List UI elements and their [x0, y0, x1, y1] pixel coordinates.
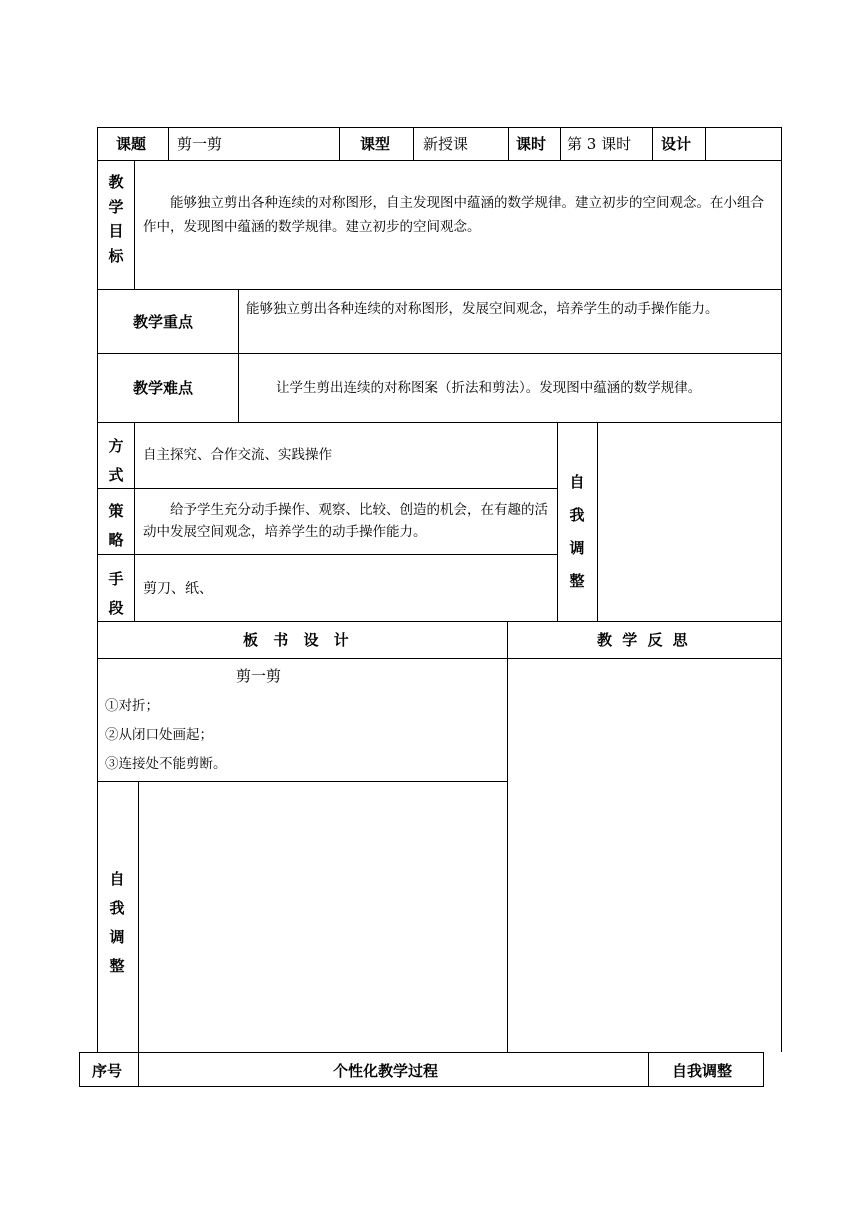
strategy-text: 给予学生充分动手操作、观察、比较、创造的机会，在有趣的活动中发展空间观念，培养学生的动手操作能力。 — [143, 502, 548, 540]
objectives-label: 教 学 目 标 — [108, 173, 124, 265]
methods-self-adjust-label: 自 我 调 整 — [569, 473, 585, 590]
lesson-title-label: 课题 — [116, 135, 147, 153]
method-label: 方 式 — [108, 437, 124, 484]
means-text: 剪刀、纸、 — [143, 581, 213, 597]
lesson-type-value: 新授课 — [423, 135, 469, 153]
process-adjust-label: 自我调整 — [672, 1062, 733, 1080]
lesson-title-value: 剪一剪 — [177, 135, 223, 153]
process-title: 个性化教学过程 — [333, 1062, 439, 1080]
board-step-1: ①对折； — [105, 698, 159, 714]
reflection-header: 教 学 反 思 — [597, 631, 688, 649]
strategy-label: 策 略 — [108, 502, 124, 549]
board-header: 板 书 设 计 — [243, 631, 349, 649]
board-step-3: ③连接处不能剪断。 — [105, 756, 227, 772]
period-value: 第 3 课时 — [567, 135, 632, 153]
key-points-text: 能够独立剪出各种连续的对称图形，发展空间观念，培养学生的动手操作能力。 — [246, 301, 719, 317]
process-number-label: 序号 — [92, 1062, 123, 1080]
difficulties-text: 让学生剪出连续的对称图案（折法和剪法）。发现图中蕴涵的数学规律。 — [276, 380, 702, 396]
design-label: 设计 — [661, 135, 692, 153]
lesson-type-label: 课型 — [360, 135, 391, 153]
board-self-adjust-label: 自 我 调 整 — [109, 870, 125, 975]
objectives-text: 能够独立剪出各种连续的对称图形，自主发现图中蕴涵的数学规律。建立初步的空间观念。在小组合作中，发现图中蕴涵的数学规律。建立初步的空间观念。 — [143, 195, 764, 235]
means-label: 手 段 — [108, 570, 124, 617]
key-points-label: 教学重点 — [133, 313, 194, 331]
board-title: 剪一剪 — [236, 667, 282, 685]
difficulties-label: 教学难点 — [133, 379, 194, 397]
board-step-2: ②从闭口处画起； — [105, 727, 213, 743]
period-label: 课时 — [516, 135, 547, 153]
method-text: 自主探究、合作交流、实践操作 — [143, 447, 332, 463]
